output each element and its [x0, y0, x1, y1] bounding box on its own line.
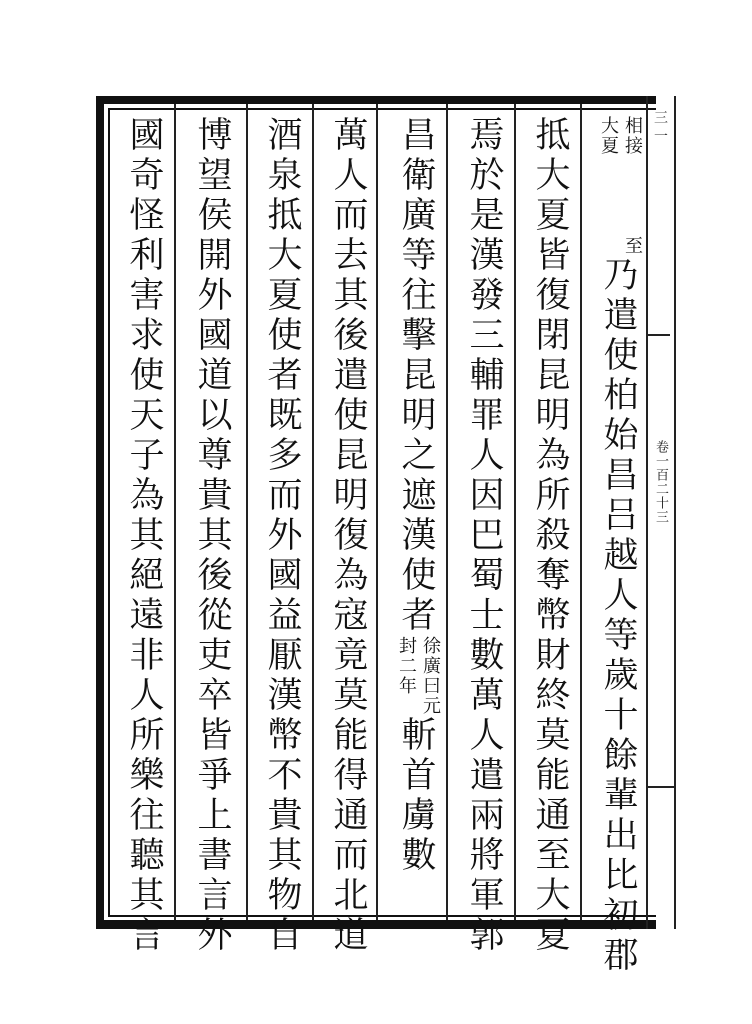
text-column-3	[458, 116, 510, 956]
text-column-8	[118, 116, 170, 956]
text-column-2	[524, 116, 576, 956]
column-rule	[246, 104, 248, 920]
column-text: 國奇怪利害求使天子為其絕遠非人所樂往聽其言	[124, 116, 164, 956]
text-column-7	[186, 116, 238, 956]
text-column-6	[256, 116, 308, 956]
annotation-line: 至	[622, 236, 643, 256]
column-text-continued: 斬首虜數	[396, 716, 436, 876]
text-column-5	[322, 116, 374, 956]
column-text: 萬人而去其後遣使昆明復為寇竟莫能得通而北道	[328, 116, 368, 956]
column-text: 抵大夏皆復閉昆明為所殺奪幣財終莫能通至大夏	[530, 116, 570, 956]
annotation-line: 相接	[622, 116, 643, 156]
column-text: 昌衛廣等往擊昆明之遮漢使者	[396, 116, 436, 636]
frame-left-border	[96, 96, 104, 929]
annotation-line: 大夏	[598, 116, 619, 156]
column-rule	[312, 104, 314, 920]
frame-inner-left-line	[108, 108, 110, 917]
gutter-right-line	[674, 96, 676, 929]
column-rule	[174, 104, 176, 920]
text-column-1	[592, 116, 644, 976]
gutter-juan-label: 卷一百二十三	[653, 440, 668, 524]
frame-inner-top-line	[108, 108, 656, 110]
column-rule	[376, 104, 378, 920]
annotation-line: 封二年	[396, 636, 417, 696]
frame-top-border	[96, 96, 656, 104]
column-rule	[446, 104, 448, 920]
annotation-note	[394, 636, 442, 716]
column-rule	[514, 104, 516, 920]
gutter-lower-mark	[646, 786, 674, 788]
column-text: 酒泉抵大夏使者既多而外國益厭漢幣不貴其物自	[262, 116, 302, 956]
annotation-note	[596, 116, 644, 156]
column-text: 博望侯開外國道以尊貴其後從吏卒皆爭上書言外	[192, 116, 232, 956]
column-text: 焉於是漢發三輔罪人因巴蜀士數萬人遣兩將軍郭	[464, 116, 504, 956]
frame-bottom-border	[96, 920, 656, 929]
gutter-top-fragment: 三 一	[652, 110, 668, 143]
column-text: 乃遣使柏始昌吕越人等歲十餘輩出比初郡	[598, 256, 638, 976]
text-column-4	[390, 116, 442, 916]
annotation-line: 徐廣曰元	[420, 636, 441, 716]
annotation-note	[620, 156, 644, 256]
column-rule	[580, 104, 582, 920]
